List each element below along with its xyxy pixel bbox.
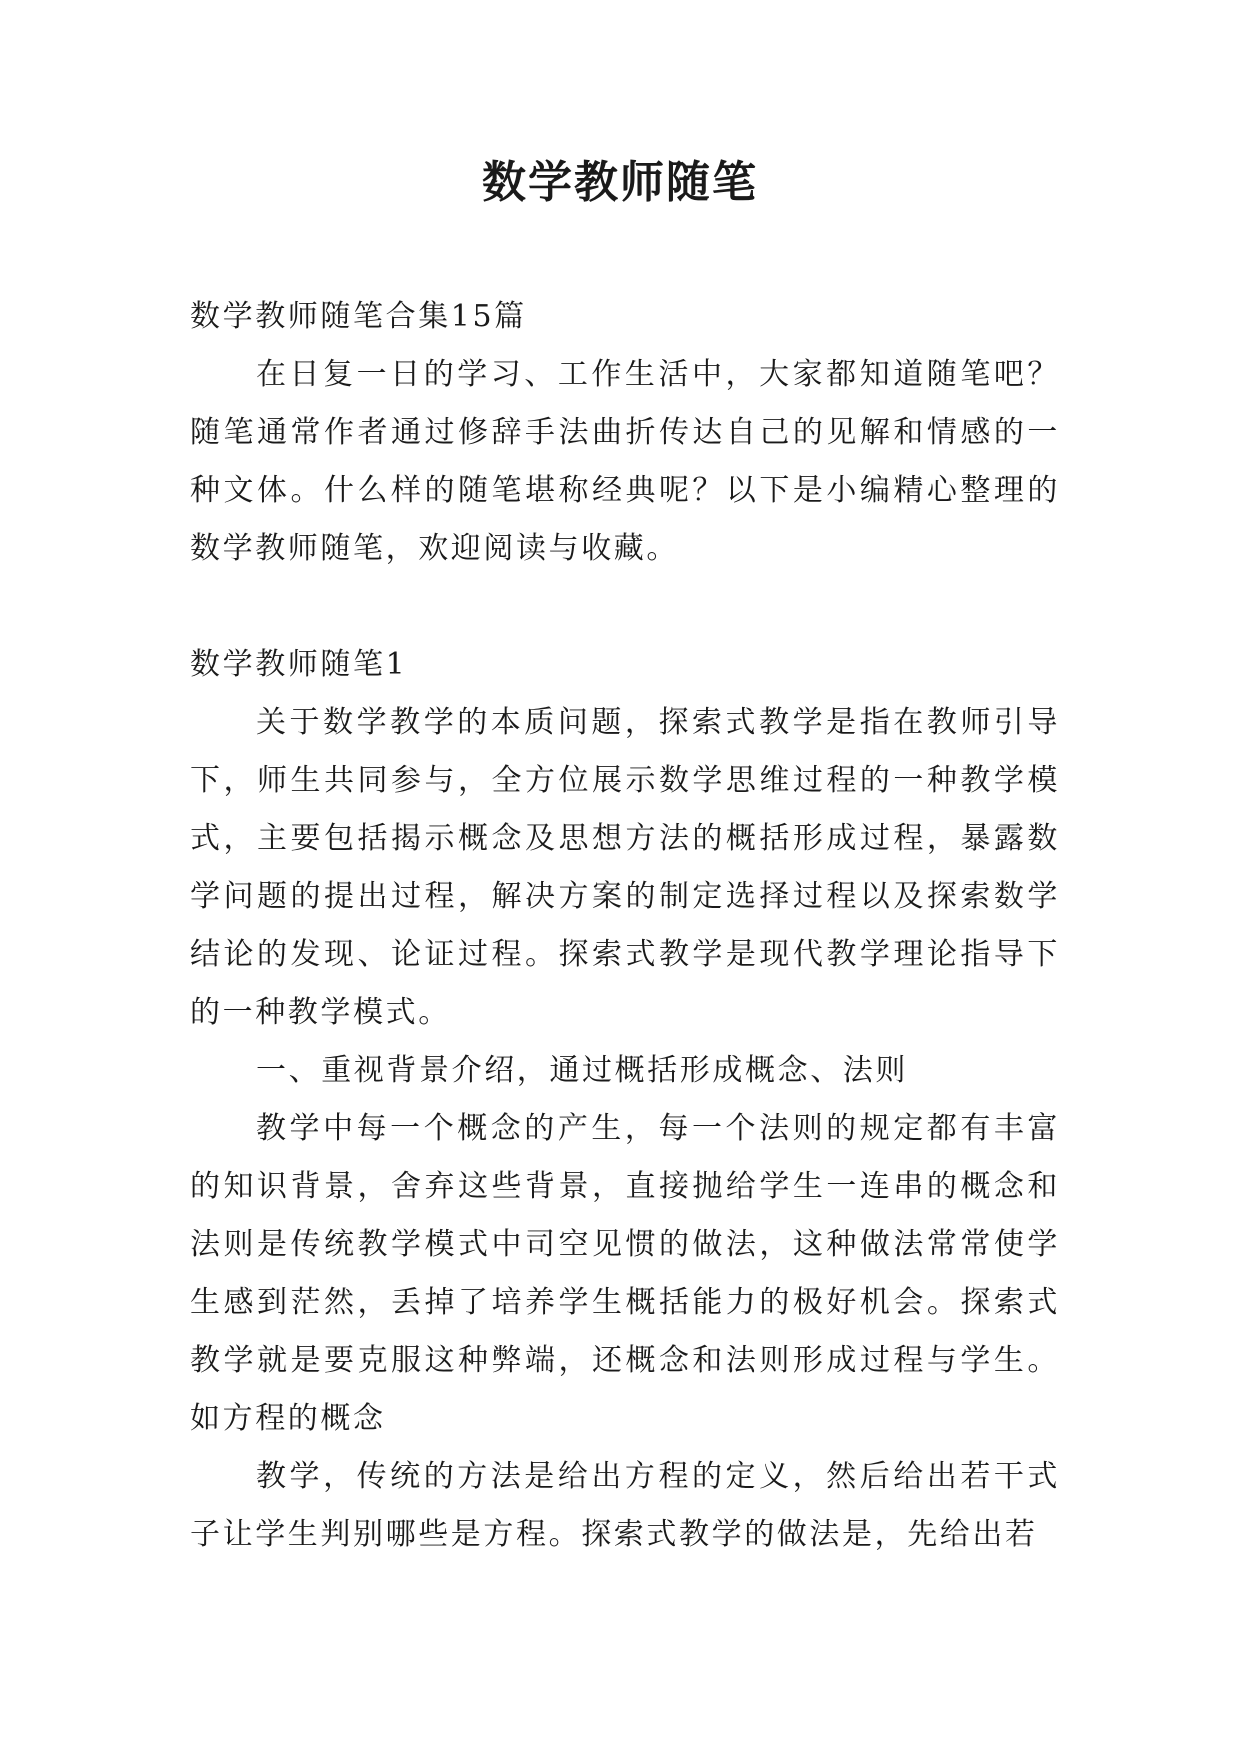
- paragraph-spacer: [190, 578, 1060, 636]
- collection-subtitle: 数学教师随笔合集15篇: [190, 299, 527, 334]
- body-paragraph: 教学，传统的方法是给出方程的定义，然后给出若干式子让学生判别哪些是方程。探索式教学的做法是，先给出若: [190, 1459, 1060, 1552]
- document-body: [190, 288, 1060, 1564]
- body-paragraph: 教学中每一个概念的产生，每一个法则的规定都有丰富的知识背景，舍弃这些背景，直接抛给学生一连串的概念和法则是传统教学模式中司空见惯的做法，这种做法常常使学生感到茫然，丢掉了培养学生概括能力的极好机会。探索式教学就是要克服这种弊端，还概念和法则形成过程与学生。如方程的概念: [190, 1111, 1060, 1436]
- intro-paragraph: 在日复一日的学习、工作生活中，大家都知道随笔吧？随笔通常作者通过修辞手法曲折传达自己的见解和情感的一种文体。什么样的随笔堪称经典呢？以下是小编精心整理的数学教师随笔，欢迎阅读与收藏。: [190, 357, 1060, 566]
- body-paragraph: 关于数学教学的本质问题，探索式教学是指在教师引导下，师生共同参与，全方位展示数学思维过程的一种教学模式，主要包括揭示概念及思想方法的概括形成过程，暴露数学问题的提出过程，解决方案的制定选择过程以及探索数学结论的发现、论证过程。探索式教学是现代教学理论指导下的一种教学模式。: [190, 705, 1060, 1030]
- section-heading: 数学教师随笔1: [190, 647, 408, 682]
- document-title: 数学教师随笔: [482, 157, 758, 208]
- point-heading: 一、重视背景介绍，通过概括形成概念、法则: [256, 1053, 908, 1088]
